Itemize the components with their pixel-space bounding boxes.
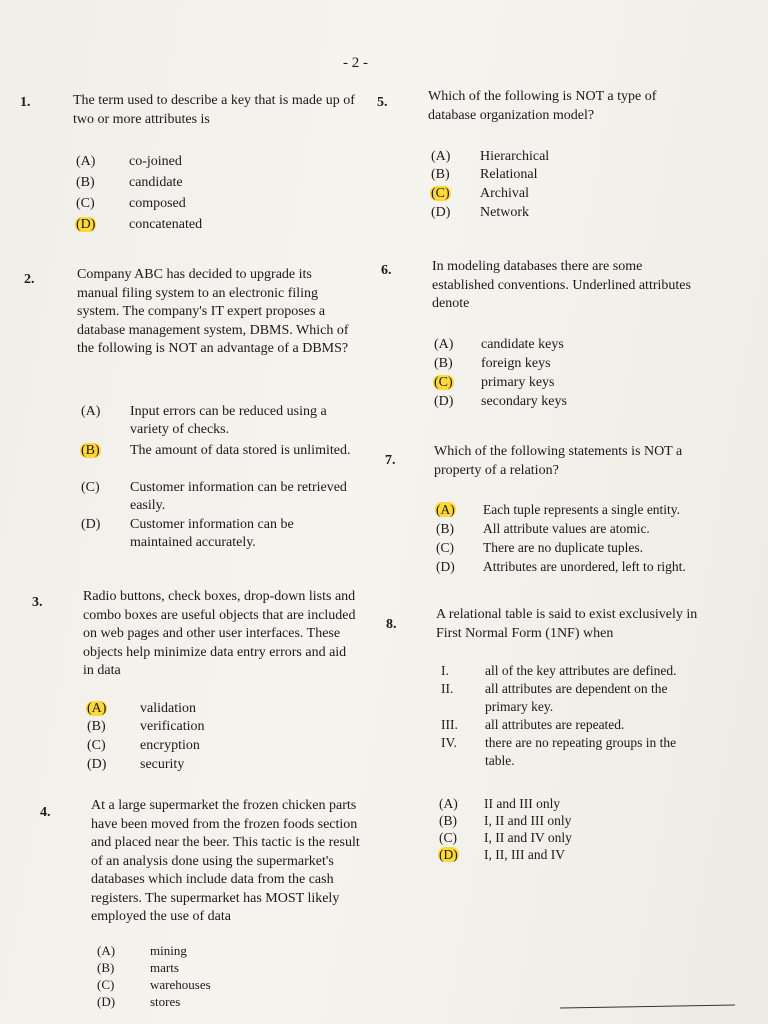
question-4-text: At a large supermarket the frozen chicken parts have been moved from the frozen foods section and placed near the beer. This tactic is the result of an analysis done using the supermarket's databases which include data from the cash registers. The supermarket has MOST likely employed the use of data	[91, 798, 360, 924]
option-label: (A)	[81, 404, 101, 419]
option-text: warehouses	[150, 977, 211, 992]
q8-statement-3	[441, 716, 703, 734]
question-7-text: Which of the following statements is NOT a property of a relation?	[434, 444, 683, 478]
option-text: Relational	[480, 167, 538, 182]
q8-option-d[interactable]	[438, 846, 565, 864]
q2-option-c[interactable]	[80, 479, 355, 515]
option-label: (C)	[87, 738, 106, 753]
selected-answer-highlight: (A)	[436, 502, 455, 517]
option-text: encryption	[140, 738, 200, 753]
q6-option-c[interactable]	[433, 374, 554, 392]
option-text: composed	[129, 196, 186, 211]
option-text: security	[140, 757, 185, 772]
option-label: (D)	[431, 205, 451, 220]
option-text: Customer information can be retrieved easily.	[130, 480, 347, 513]
q8-statement-4	[441, 734, 703, 770]
selected-answer-highlight: (C)	[431, 186, 450, 201]
option-label: (B)	[439, 813, 457, 828]
q8-option-a[interactable]	[438, 795, 560, 813]
question-number: 3.	[32, 595, 43, 610]
statement-label: III.	[441, 717, 458, 732]
q4-option-d[interactable]	[96, 994, 180, 1010]
statement-label: II.	[441, 681, 454, 696]
option-text: marts	[150, 960, 179, 975]
statement-label: IV.	[441, 735, 457, 750]
q5-option-c[interactable]	[430, 185, 529, 203]
option-text: Network	[480, 205, 529, 220]
q6-option-d[interactable]	[433, 393, 567, 411]
option-text: candidate	[129, 175, 183, 190]
option-label: (B)	[436, 521, 454, 536]
option-label: (A)	[76, 154, 96, 169]
selected-answer-highlight: (D)	[439, 847, 458, 862]
option-text: I, II and III only	[484, 813, 572, 828]
q3-option-b[interactable]	[86, 718, 205, 736]
option-text: validation	[140, 701, 196, 716]
page-edge-line	[560, 1004, 735, 1008]
q2-option-b[interactable]	[80, 442, 355, 460]
option-text: Each tuple represents a single entity.	[483, 502, 681, 517]
q7-option-a[interactable]	[435, 501, 680, 519]
option-text: II and III only	[484, 796, 561, 811]
option-text: mining	[150, 943, 187, 958]
option-text: stores	[150, 994, 181, 1009]
option-label: (A)	[434, 337, 454, 352]
q3-option-a[interactable]	[86, 700, 196, 718]
option-text: concatenated	[129, 217, 203, 232]
q5-option-a[interactable]	[430, 148, 549, 166]
q6-option-b[interactable]	[433, 355, 551, 373]
question-5-text: Which of the following is NOT a type of database organization model?	[428, 89, 657, 123]
option-text: There are no duplicate tuples.	[483, 540, 644, 555]
option-text: Attributes are unordered, left to right.	[483, 559, 686, 574]
option-label: (C)	[436, 540, 454, 555]
question-number: 7.	[385, 453, 396, 468]
option-text: Input errors can be reduced using a variety of checks.	[130, 404, 327, 437]
q6-option-a[interactable]	[433, 336, 564, 354]
statement-text: all attributes are repeated.	[485, 717, 625, 732]
page-number: - 2 -	[343, 55, 368, 71]
q8-statement-2	[441, 680, 703, 716]
option-text: I, II and IV only	[484, 830, 572, 845]
option-text: candidate keys	[481, 337, 564, 352]
option-label: (C)	[439, 830, 457, 845]
option-label: (C)	[76, 196, 95, 211]
q5-option-d[interactable]	[430, 204, 529, 222]
question-number: 2.	[24, 272, 35, 287]
question-8-text: A relational table is said to exist exclusively in First Normal Form (1NF) when	[436, 607, 698, 641]
selected-answer-highlight: (C)	[434, 375, 453, 390]
statement-text: all of the key attributes are defined.	[485, 663, 677, 678]
option-label: (A)	[431, 149, 451, 164]
question-number: 5.	[377, 95, 388, 110]
option-label: (B)	[434, 356, 453, 371]
q2-option-a[interactable]	[80, 403, 355, 439]
option-text: Hierarchical	[480, 149, 550, 164]
option-label: (B)	[87, 719, 106, 734]
selected-answer-highlight: (A)	[87, 701, 107, 716]
question-3-text: Radio buttons, check boxes, drop-down lists and combo boxes are useful objects that are included on web pages and other user interfaces. These objects help minimize data entry errors and aid in data	[83, 589, 356, 678]
q4-option-a[interactable]	[96, 943, 187, 959]
q2-option-d[interactable]	[80, 516, 355, 552]
q4-option-c[interactable]	[96, 977, 211, 993]
q3-option-c[interactable]	[86, 737, 200, 755]
option-label: (A)	[97, 943, 116, 958]
question-number: 4.	[40, 805, 51, 820]
q1-option-a[interactable]	[75, 153, 182, 171]
option-label: (D)	[97, 994, 116, 1009]
option-text: foreign keys	[481, 356, 551, 371]
option-text: secondary keys	[481, 394, 567, 409]
question-number: 6.	[381, 263, 392, 278]
selected-answer-highlight: (D)	[76, 217, 96, 232]
option-text: primary keys	[481, 375, 555, 390]
q7-option-d[interactable]	[435, 558, 686, 576]
q1-option-c[interactable]	[75, 195, 186, 213]
q8-option-c[interactable]	[438, 829, 572, 847]
option-label: (D)	[81, 517, 101, 532]
statement-label: I.	[441, 663, 449, 678]
q4-option-b[interactable]	[96, 960, 179, 976]
option-label: (B)	[97, 960, 115, 975]
q3-option-d[interactable]	[86, 756, 184, 774]
q1-option-b[interactable]	[75, 174, 183, 192]
question-number: 8.	[386, 617, 397, 632]
q8-option-b[interactable]	[438, 812, 571, 830]
question-number: 1.	[20, 95, 31, 110]
q8-statement-1	[441, 662, 701, 680]
statement-text: all attributes are dependent on the primary key.	[485, 681, 668, 714]
q7-option-c[interactable]	[435, 539, 643, 557]
question-1-text: The term used to describe a key that is made up of two or more attributes is	[73, 93, 355, 127]
option-label: (B)	[76, 175, 95, 190]
option-text: Archival	[480, 186, 529, 201]
option-label: (D)	[434, 394, 454, 409]
q7-option-b[interactable]	[435, 520, 650, 538]
option-text: All attribute values are atomic.	[483, 521, 650, 536]
statement-text: there are no repeating groups in the table.	[485, 735, 677, 768]
option-label: (A)	[439, 796, 458, 811]
question-6-text: In modeling databases there are some established conventions. Underlined attributes denote	[432, 259, 691, 311]
q5-option-b[interactable]	[430, 166, 538, 184]
option-text: verification	[140, 719, 205, 734]
question-2-text: Company ABC has decided to upgrade its manual filing system to an electronic filing system. The company's IT expert proposes a database management system, DBMS. Which of the following is NOT an advantage of a DBMS?	[77, 267, 349, 356]
option-label: (D)	[87, 757, 107, 772]
option-text: The amount of data stored is unlimited.	[130, 443, 351, 458]
option-text: I, II, III and IV	[484, 847, 565, 862]
option-text: Customer information can be maintained accurately.	[130, 517, 294, 550]
selected-answer-highlight: (B)	[81, 443, 100, 458]
option-label: (B)	[431, 167, 450, 182]
option-label: (D)	[436, 559, 455, 574]
option-label: (C)	[97, 977, 115, 992]
q1-option-d[interactable]	[75, 216, 202, 234]
option-label: (C)	[81, 480, 100, 495]
option-text: co-joined	[129, 154, 182, 169]
